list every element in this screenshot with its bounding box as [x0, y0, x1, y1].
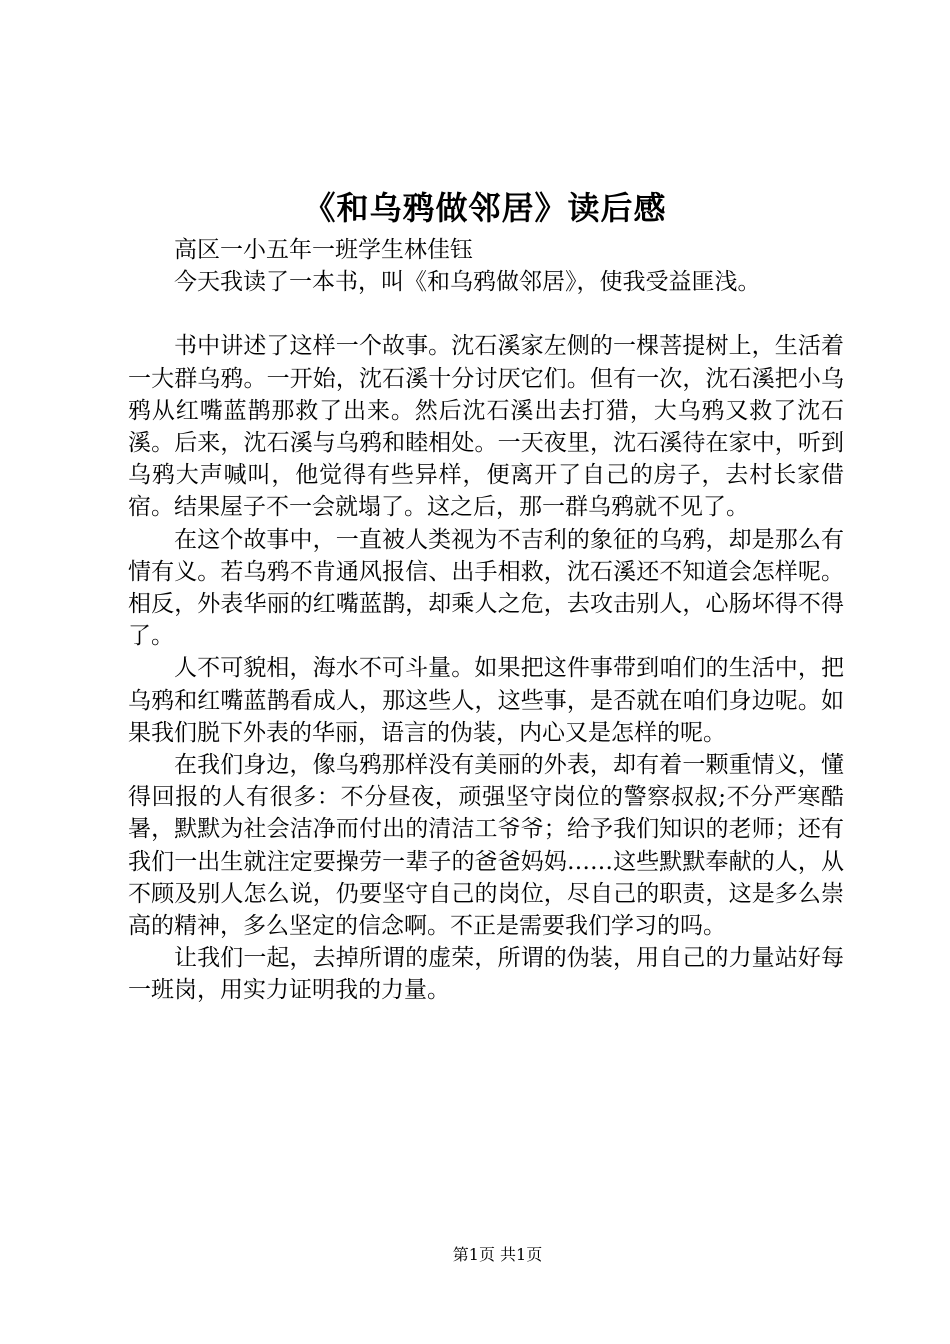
paragraph-story: 书中讲述了这样一个故事。沈石溪家左侧的一棵菩提树上，生活着一大群乌鸦。一开始，沈石溪十分讨厌它们。但有一次，沈石溪把小乌鸦从红嘴蓝鹊那救了出来。然后沈石溪出去打猎，大乌鸦又救了沈石溪。后来，沈石溪与乌鸦和睦相处。一天夜里，沈石溪待在家中，听到乌鸦大声喊叫，他觉得有些异样，便离开了自己的房子，去村长家借宿。结果屋子不一会就塌了。这之后，那一群乌鸦就不见了。: [128, 333, 844, 521]
paragraph-intro: 今天我读了一本书，叫《和乌鸦做邻居》，使我受益匪浅。: [174, 269, 761, 296]
paragraph-reflection: 在这个故事中，一直被人类视为不吉利的象征的乌鸦，却是那么有情有义。若乌鸦不肯通风报信、出手相救，沈石溪还不知道会怎样呢。相反，外表华丽的红嘴蓝鹊，却乘人之危，去攻击别人，心肠坏得不得了。: [128, 526, 844, 650]
paragraph-proverb: 人不可貌相，海水不可斗量。如果把这件事带到咱们的生活中，把乌鸦和红嘴蓝鹊看成人，那这些人，这些事，是否就在咱们身边呢。如果我们脱下外表的华丽，语言的伪装，内心又是怎样的呢。: [128, 655, 844, 746]
author-line: 高区一小五年一班学生林佳钰: [174, 237, 473, 263]
document-body: [128, 234, 844, 1007]
page-footer: 第1页 共1页: [452, 1245, 543, 1264]
paragraph-examples: 在我们身边，像乌鸦那样没有美丽的外表，却有着一颗重情义，懂得回报的人有很多：不分昼夜，顽强坚守岗位的警察叔叔;不分严寒酷暑，默默为社会洁净而付出的清洁工爷爷；给予我们知识的老师；还有我们一出生就注定要操劳一辈子的爸爸妈妈……这些默默奉献的人，从不顾及别人怎么说，仍要坚守自己的岗位，尽自己的职责，这是多么崇高的精神，多么坚定的信念啊。不正是需要我们学习的吗。: [128, 752, 844, 940]
document-title: 《和乌鸦做邻居》读后感: [303, 189, 667, 227]
paragraph-conclusion: 让我们一起，去掉所谓的虚荣，所谓的伪装，用自己的力量站好每一班岗，用实力证明我的力量。: [128, 945, 844, 1004]
